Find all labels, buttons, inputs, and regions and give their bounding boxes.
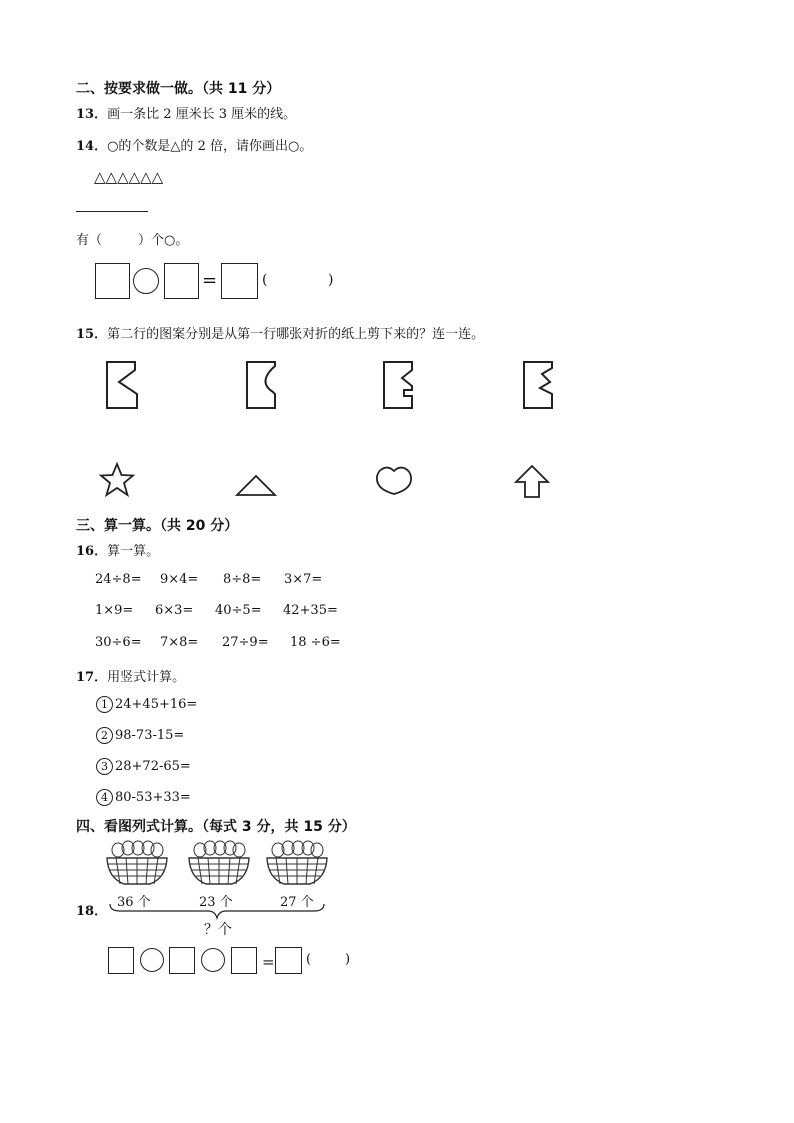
calc-expression: 7×8= xyxy=(160,635,199,650)
vertical-calc-item xyxy=(96,696,197,713)
vertical-calc-item xyxy=(96,758,191,775)
question-17-text: 用竖式计算。 xyxy=(107,670,186,685)
star-shape[interactable] xyxy=(98,462,136,498)
calc-expression: 24÷8= xyxy=(95,572,142,587)
folded-paper-4[interactable] xyxy=(522,360,556,410)
question-14-text: ○的个数是△的 2 倍，请你画出○。 xyxy=(107,139,313,154)
paren-open: ( xyxy=(262,272,268,288)
answer-text-a: 有（ xyxy=(76,233,103,248)
question-14-answer xyxy=(76,229,188,248)
vertical-calc-expression: 80-53+33= xyxy=(115,790,191,805)
question-14 xyxy=(76,135,312,154)
basket-label: 27 个 xyxy=(280,895,314,910)
basket-label: 23 个 xyxy=(199,895,233,910)
equation-box-1[interactable] xyxy=(95,263,130,299)
question-13-text: 画一条比 2 厘米长 3 厘米的线。 xyxy=(107,107,297,122)
triangle-shape[interactable] xyxy=(234,472,278,498)
basket-label: 36 个 xyxy=(117,895,151,910)
calc-expression: 30÷6= xyxy=(95,635,142,650)
paren-close: ) xyxy=(328,272,334,288)
operator-circle-1[interactable] xyxy=(133,268,159,294)
vertical-calc-item xyxy=(96,789,191,806)
calc-expression: 6×3= xyxy=(155,603,194,618)
equals-sign: = xyxy=(262,953,275,971)
total-brace xyxy=(108,902,326,920)
calc-expression: 3×7= xyxy=(284,572,323,587)
folded-paper-3[interactable] xyxy=(382,360,416,410)
folded-paper-1[interactable] xyxy=(105,360,139,410)
total-label: ？个 xyxy=(204,922,232,938)
item-number-circle: 4 xyxy=(96,789,113,806)
operator-circle-1[interactable] xyxy=(140,948,164,972)
item-number-circle: 3 xyxy=(96,758,113,775)
vertical-calc-expression: 98-73-15= xyxy=(115,728,185,743)
answer-line[interactable] xyxy=(76,211,148,212)
triangle-row: △△△△△△ xyxy=(94,168,164,186)
item-number-circle: 2 xyxy=(96,727,113,744)
calc-expression: 8÷8= xyxy=(223,572,262,587)
equation-box-result[interactable] xyxy=(275,947,302,974)
question-18-number: 18． xyxy=(76,904,108,919)
equals-sign: = xyxy=(202,270,218,291)
question-16 xyxy=(76,540,159,559)
equation-box-3[interactable] xyxy=(231,947,257,974)
section-3-heading: 三、算一算。（共 20 分） xyxy=(76,518,239,534)
folded-paper-2[interactable] xyxy=(245,360,279,410)
question-15 xyxy=(76,323,484,342)
equation-box-result[interactable] xyxy=(221,263,258,299)
question-13 xyxy=(76,103,296,122)
paren-open: ( xyxy=(306,952,312,967)
basket-icon xyxy=(186,840,252,890)
paren-close: ) xyxy=(345,952,351,967)
section-4-heading: 四、看图列式计算。（每式 3 分，共 15 分） xyxy=(76,819,356,835)
arrow-shape[interactable] xyxy=(514,464,550,500)
question-17-number: 17． xyxy=(76,670,108,685)
equation-box-2[interactable] xyxy=(169,947,195,974)
calc-expression: 42+35= xyxy=(283,603,338,618)
item-number-circle: 1 xyxy=(96,696,113,713)
answer-text-b: ）个○。 xyxy=(138,233,189,248)
question-16-text: 算一算。 xyxy=(107,544,160,559)
question-16-number: 16． xyxy=(76,544,108,559)
question-15-number: 15． xyxy=(76,327,108,342)
calc-expression: 40÷5= xyxy=(215,603,262,618)
basket-icon xyxy=(104,840,170,890)
calc-expression: 27÷9= xyxy=(222,635,269,650)
calc-expression: 9×4= xyxy=(160,572,199,587)
question-15-text: 第二行的图案分别是从第一行哪张对折的纸上剪下来的？连一连。 xyxy=(107,327,485,342)
section-2-heading: 二、按要求做一做。（共 11 分） xyxy=(76,81,281,97)
question-17 xyxy=(76,666,185,685)
question-13-number: 13． xyxy=(76,107,108,122)
vertical-calc-expression: 28+72-65= xyxy=(115,759,191,774)
heart-shape[interactable] xyxy=(375,461,413,497)
basket-icon xyxy=(264,840,330,890)
equation-box-2[interactable] xyxy=(164,263,199,299)
calc-expression: 1×9= xyxy=(95,603,134,618)
operator-circle-2[interactable] xyxy=(201,948,225,972)
vertical-calc-item xyxy=(96,727,184,744)
vertical-calc-expression: 24+45+16= xyxy=(115,697,198,712)
equation-box-1[interactable] xyxy=(108,947,134,974)
calc-expression: 18 ÷6= xyxy=(290,635,341,650)
question-14-number: 14． xyxy=(76,139,108,154)
